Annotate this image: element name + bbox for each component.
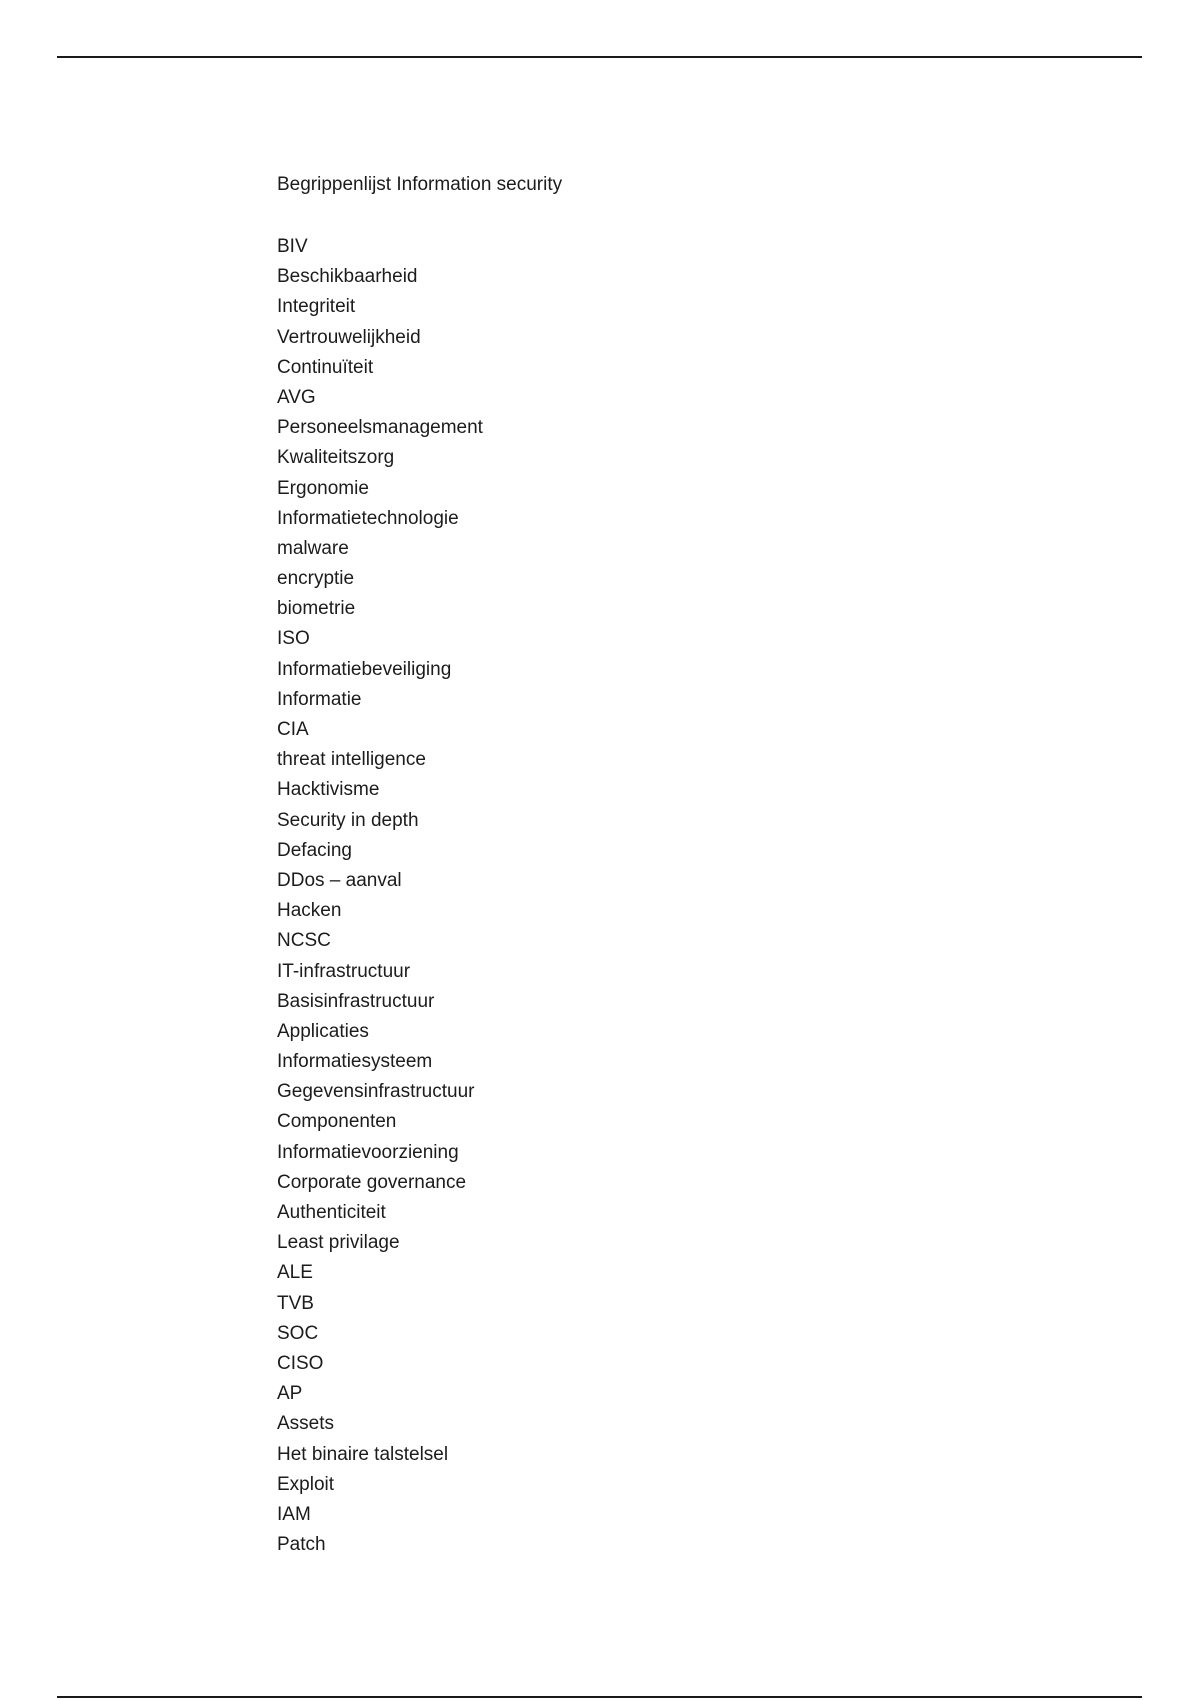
term-item: ALE xyxy=(277,1262,313,1284)
term-item: Kwaliteitszorg xyxy=(277,447,395,469)
term-item: TVB xyxy=(277,1292,314,1314)
term-item: Hacken xyxy=(277,900,342,922)
term-item: Informatiesysteem xyxy=(277,1051,433,1073)
term-item: Patch xyxy=(277,1534,326,1556)
term-item: malware xyxy=(277,537,349,559)
term-item: Assets xyxy=(277,1413,335,1435)
term-item: encryptie xyxy=(277,568,355,590)
term-item: Componenten xyxy=(277,1111,397,1133)
term-item: Informatietechnologie xyxy=(277,507,459,529)
document-title: Begrippenlijst Information security xyxy=(277,174,563,195)
term-item: AP xyxy=(277,1383,303,1405)
term-item: BIV xyxy=(277,236,308,257)
term-item: IAM xyxy=(277,1503,311,1525)
term-item: CIA xyxy=(277,719,309,740)
term-item: NCSC xyxy=(277,930,331,952)
term-item: SOC xyxy=(277,1322,319,1344)
term-list xyxy=(277,232,483,1560)
term-item: Defacing xyxy=(277,839,352,861)
term-item: biometrie xyxy=(277,598,356,620)
term-item: Informatievoorziening xyxy=(277,1141,459,1163)
term-item: Least privilage xyxy=(277,1232,400,1254)
page-header-rule xyxy=(57,56,1142,58)
term-item: Exploit xyxy=(277,1473,335,1495)
term-item: Basisinfrastructuur xyxy=(277,990,435,1012)
term-item: Corporate governance xyxy=(277,1171,467,1193)
term-item: DDos – aanval xyxy=(277,869,402,891)
term-item: Security in depth xyxy=(277,809,419,831)
term-item: threat intelligence xyxy=(277,749,426,771)
term-item: Continuïteit xyxy=(277,356,374,378)
term-item: Personeelsmanagement xyxy=(277,417,483,439)
term-item: Authenticiteit xyxy=(277,1202,386,1223)
term-item: Informatie xyxy=(277,688,362,710)
term-item: Beschikbaarheid xyxy=(277,266,418,288)
term-item: Vertrouwelijkheid xyxy=(277,326,421,348)
term-item: Ergonomie xyxy=(277,477,369,499)
term-item: Informatiebeveiliging xyxy=(277,658,452,680)
term-item: Applicaties xyxy=(277,1020,369,1042)
term-item: IT-infrastructuur xyxy=(277,960,411,982)
term-item: ISO xyxy=(277,628,310,650)
term-item: Het binaire talstelsel xyxy=(277,1443,449,1465)
term-item: CISO xyxy=(277,1352,324,1374)
term-item: Gegevensinfrastructuur xyxy=(277,1081,475,1103)
term-item: Integriteit xyxy=(277,296,356,318)
page-footer-rule xyxy=(57,1696,1142,1698)
term-item: Hacktivisme xyxy=(277,779,380,801)
term-item: AVG xyxy=(277,386,316,408)
